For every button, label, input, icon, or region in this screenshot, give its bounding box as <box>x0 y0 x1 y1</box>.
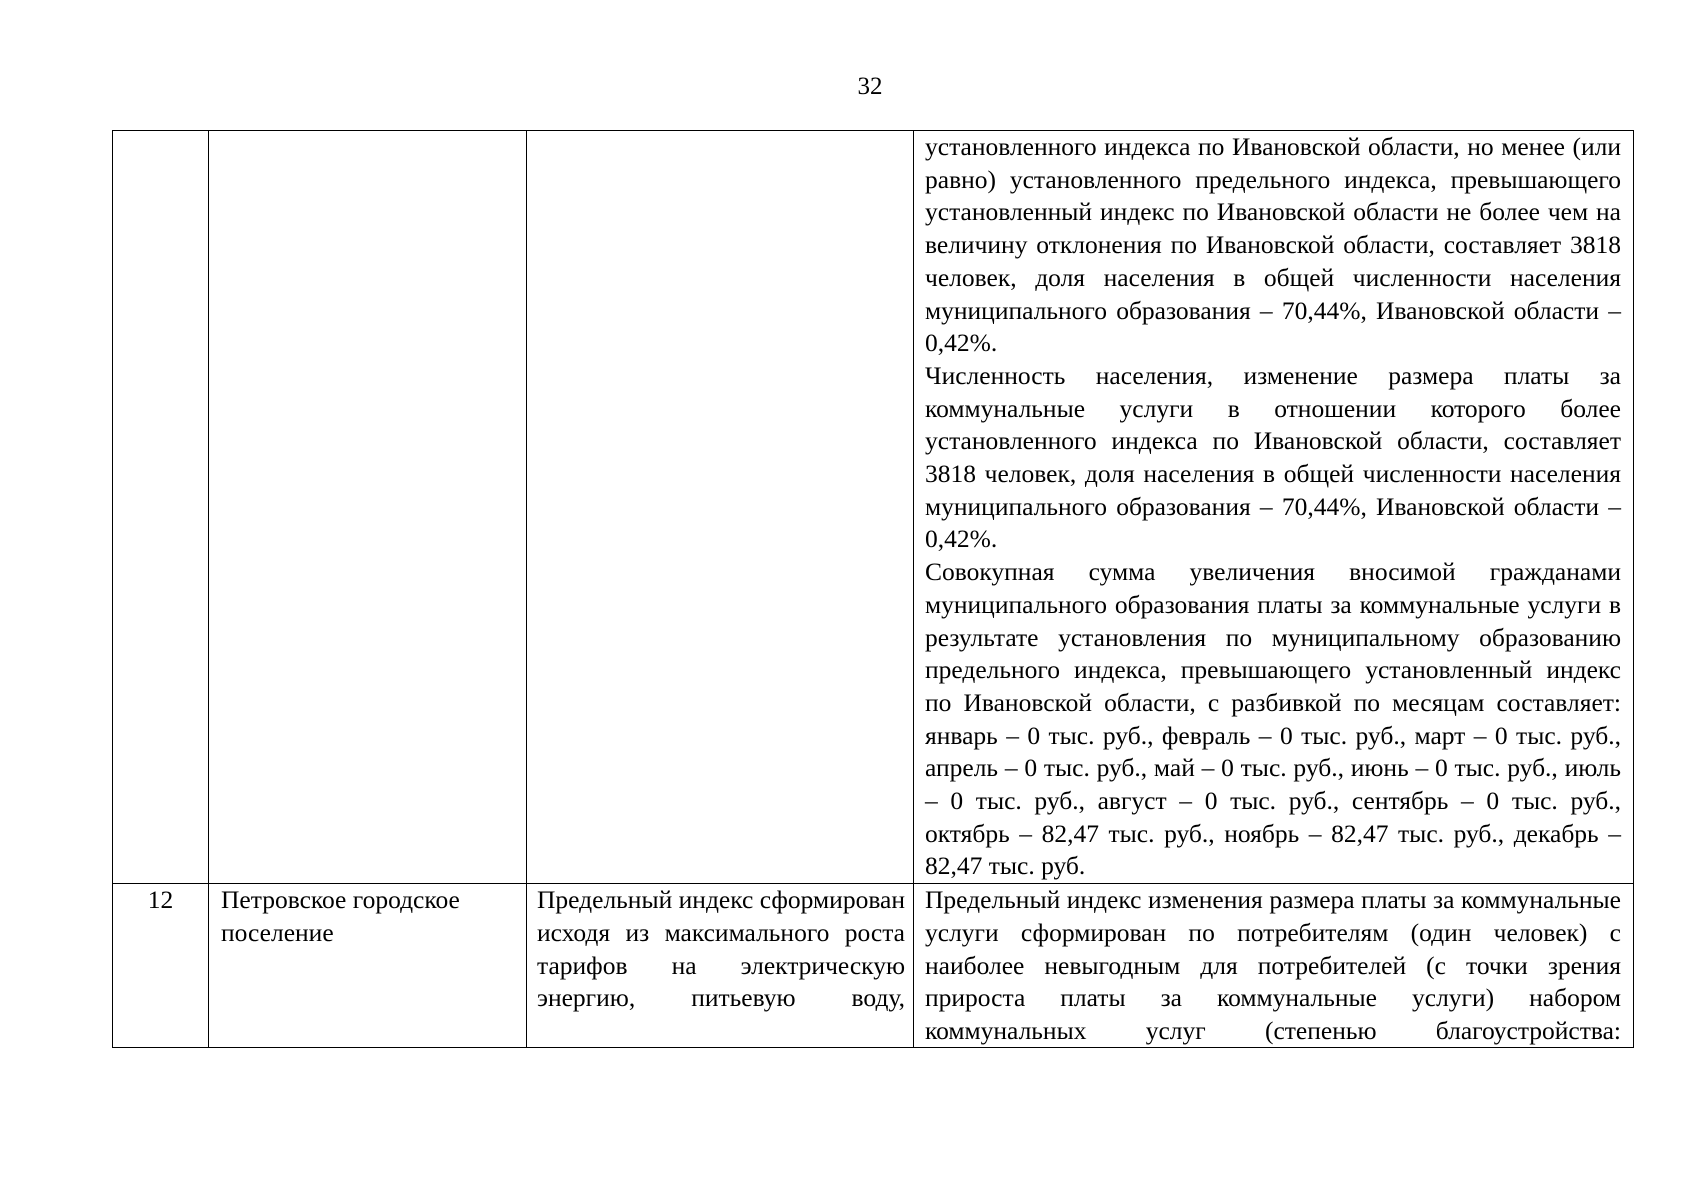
description-paragraph: Численность населения, изменение размера платы за коммунальные услуги в отношении которого более установленного индекса по Ивановской области, составляет 3818 человек, доля населения в общей численности населения муниципального образования – 70,44%, Ивановской области – 0,42%. <box>925 360 1621 554</box>
table-row <box>113 884 1634 1048</box>
row-number: 12 <box>147 885 174 915</box>
index-basis-text: Предельный индекс сформирован исходя из максимального роста тарифов на электрическую энергию, питьевую воду, <box>537 885 905 1013</box>
description-paragraph: Совокупная сумма увеличения вносимой гражданами муниципального образования платы за коммунальные услуги в результате установления по муниципальному образованию предельного индекса, превышающего установленный индекс по Ивановской области, с разбивкой по месяцам составляет: январь – 0 тыс. руб., февраль – 0 тыс. руб., март – 0 тыс. руб., апрель – 0 тыс. руб., май – 0 тыс. руб., июнь – 0 тыс. руб., июль – 0 тыс. руб., август – 0 тыс. руб., сентябрь – 0 тыс. руб., октябрь – 82,47 тыс. руб., ноябрь – 82,47 тыс. руб., декабрь – 82,47 тыс. руб. <box>925 557 1621 881</box>
municipality-cell <box>209 884 527 1048</box>
description-paragraph: установленного индекса по Ивановской области, но менее (или равно) установленного предельного индекса, превышающего установленный индекс по Ивановской области не более чем на величину отклонения по Ивановской области, составляет 3818 человек, доля населения в общей численности населения муниципального образования – 70,44%, Ивановской области – 0,42%. <box>925 132 1621 358</box>
index-basis-wrapper <box>537 884 905 1047</box>
description-cell <box>914 131 1634 884</box>
index-basis-cell <box>527 884 914 1048</box>
municipality-name: Петровское городское поселение <box>221 885 460 947</box>
page-number: 32 <box>857 73 883 100</box>
table-row <box>113 131 1634 884</box>
data-table <box>112 130 1634 1048</box>
row-number-cell <box>113 884 209 1048</box>
row-number-cell <box>113 131 209 884</box>
description-cell <box>914 884 1634 1048</box>
description-text: Предельный индекс изменения размера платы за коммунальные услуги сформирован по потребителям (один человек) с наиболее невыгодным для потребителей (с точки зрения прироста платы за коммунальные услуги) набором коммунальных услуг (степенью благоустройства: <box>925 885 1621 1045</box>
index-basis-cell <box>527 131 914 884</box>
municipality-cell <box>209 131 527 884</box>
description-wrapper <box>925 884 1621 1047</box>
